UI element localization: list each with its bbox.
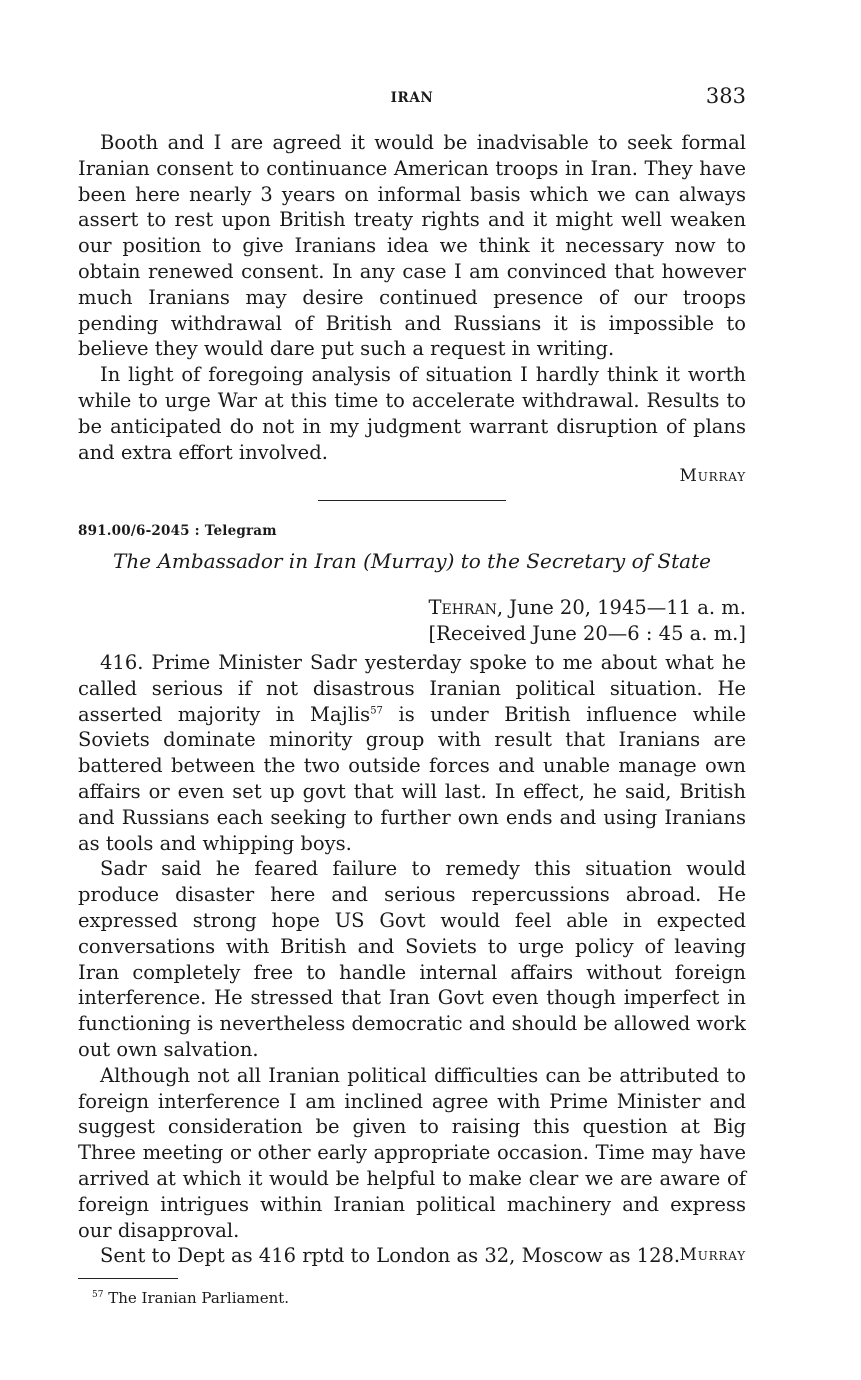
page-header — [78, 84, 746, 114]
footnote-divider — [78, 1278, 178, 1279]
dateline-sent — [429, 595, 746, 621]
dateline-received: [Received June 20—6 : 45 a. m.] — [428, 621, 746, 645]
footnote-mark: 57 — [92, 1290, 104, 1300]
section-divider — [318, 500, 506, 501]
paragraph-text: is under British influence while Soviets dominate minority group with result that Iranians are battered between the two outside forces and unable manage own affairs or even set up govt that will last. In effect, he said, British and Russians each seeking to further own ends and using Iranians as tools and whipping boys. — [78, 702, 746, 855]
dateline-date: June 20, 1945—11 a. m. — [503, 596, 746, 619]
dateline-place: Tehran, — [428, 596, 504, 619]
paragraph: In light of foregoing analysis of situation I hardly think it worth while to urge War at this time to accelerate withdrawal. Results to be anticipated do not in my judgment warrant disruption of plans and extra effort involved. — [78, 363, 746, 464]
telegram-body — [78, 650, 746, 1269]
footnote-reference: 57 — [370, 705, 383, 717]
paragraph: Although not all Iranian political difficulties can be attributed to foreign interference I am inclined agree with Prime Minister and suggest consideration be given to raising this question at Big Three meeting or other early appropriate occasion. Time may have arrived at which it would be helpful to make clear we are aware of foreign intrigues within Iranian political machinery and express our disapproval. — [78, 1063, 746, 1242]
paragraph: Sent to Dept as 416 rptd to London as 32, Moscow as 128. — [100, 1244, 681, 1268]
page-number: 383 — [705, 84, 746, 108]
dateline — [429, 595, 746, 647]
paragraph: Sadr said he feared failure to remedy this situation would produce disaster here and serious repercussions abroad. He expressed strong hope US Govt would feel able in expected conversations with British and Soviets to urge policy of leaving Iran completely free to handle internal affairs without foreign interference. He stressed that Iran Govt even though imperfect in functioning is nevertheless democratic and should be allowed work out own salvation. — [78, 857, 746, 1061]
previous-document-body — [78, 130, 746, 465]
paragraph: Booth and I are agreed it would be inadvisable to seek formal Iranian consent to continuance American troops in Iran. They have been here nearly 3 years on informal basis which we can always assert to rest upon British treaty rights and it might well weaken our position to give Iranians idea we think it necessary now to obtain renewed consent. In any case I am convinced that however much Iranians may desire continued presence of our troops pending withdrawal of British and Russians it is impossible to believe they would dare put such a request in writing. — [78, 131, 746, 361]
paragraph-text: 416. Prime Minister Sadr yesterday spoke to me about what he called serious if not disastrous Iranian political situation. He asserted majority in Majlis — [78, 651, 746, 726]
footnote-text: The Iranian Parliament. — [103, 1289, 290, 1307]
footnote — [92, 1289, 289, 1307]
document-heading: The Ambassador in Iran (Murray) to the Secretary of State — [113, 549, 711, 573]
paragraph — [78, 650, 746, 856]
signature-murray-2: Murray — [679, 1245, 746, 1265]
running-head: IRAN — [390, 90, 434, 106]
file-number: 891.00/6-2045 : Telegram — [78, 523, 277, 539]
signature-murray-1: Murray — [679, 466, 746, 486]
